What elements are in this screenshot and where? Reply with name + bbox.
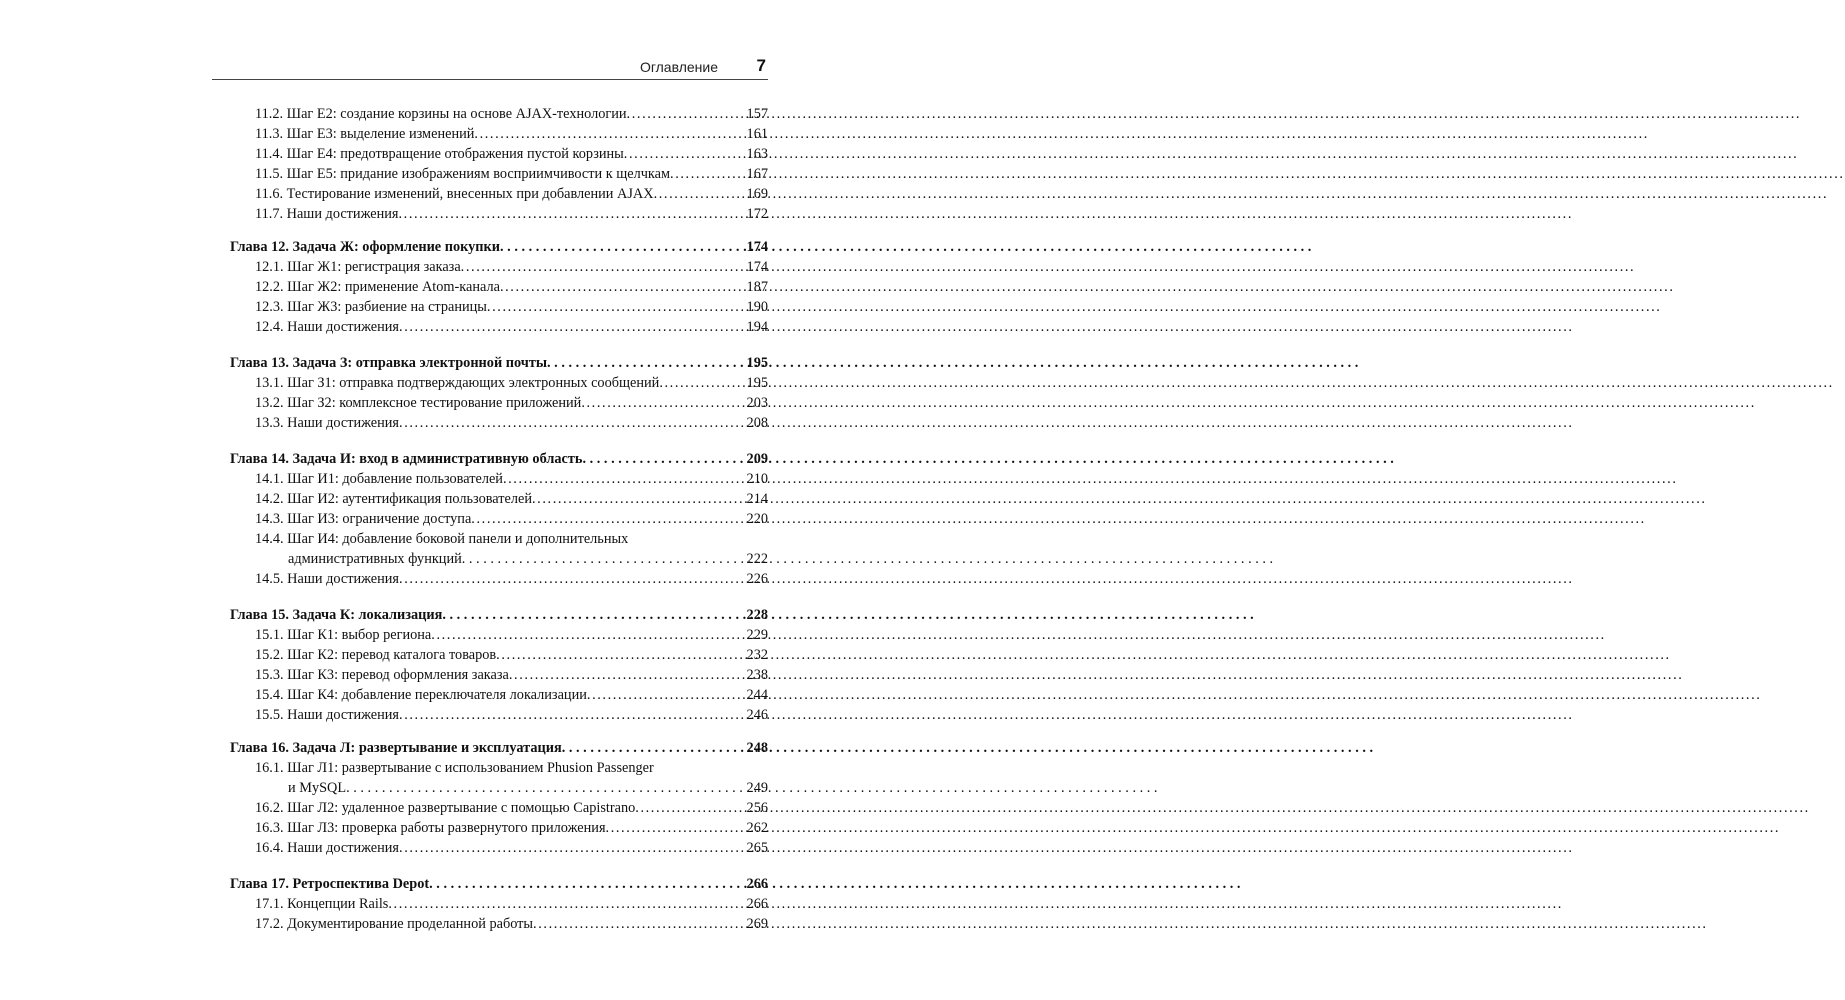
entry-number: 14.4. bbox=[255, 531, 288, 547]
entry-number: 13.1. bbox=[255, 375, 288, 391]
entry-title: Наши достижения bbox=[287, 840, 400, 856]
dot-leader bbox=[399, 413, 745, 433]
toc-entry-11-3 bbox=[230, 124, 768, 144]
chapter-page: 228 bbox=[746, 607, 768, 623]
toc-entry-12-2 bbox=[230, 277, 768, 297]
entry-page: 203 bbox=[746, 395, 768, 411]
entry-number: 12.2. bbox=[255, 279, 288, 295]
entry-number: 16.4. bbox=[255, 840, 288, 856]
entry-number: 11.2. bbox=[255, 106, 287, 122]
entry-page: 195 bbox=[746, 375, 768, 391]
entry-title-continued: и MySQL bbox=[288, 780, 347, 796]
entry-number: 12.3. bbox=[255, 299, 288, 315]
entry-title: Концепции Rails bbox=[287, 896, 389, 912]
entry-title: Тестирование изменений, внесенных при добавлении AJAX bbox=[286, 186, 654, 202]
chapter-title: Глава 15. Задача К: локализация bbox=[230, 607, 443, 623]
entry-title: Шаг Е5: придание изображениям восприимчивости к щелчкам bbox=[286, 166, 671, 182]
toc-entry-12-4 bbox=[230, 317, 768, 337]
dot-leader bbox=[399, 317, 745, 337]
entry-title: Шаг Л2: удаленное развертывание с помощью Capistrano bbox=[287, 800, 636, 816]
entry-number: 15.1. bbox=[255, 627, 288, 643]
dot-leader bbox=[533, 914, 745, 934]
entry-number: 15.2. bbox=[255, 647, 288, 663]
toc-entry-14-2 bbox=[230, 489, 768, 509]
entry-page: 214 bbox=[746, 491, 768, 507]
entry-page: 169 bbox=[746, 186, 768, 202]
toc-chapter-12 bbox=[230, 237, 768, 257]
dot-leader bbox=[442, 605, 744, 625]
entry-number: 11.5. bbox=[255, 166, 287, 182]
dot-leader bbox=[398, 204, 744, 224]
dot-leader bbox=[503, 469, 745, 489]
running-header-title: Оглавление bbox=[639, 59, 718, 75]
entry-number: 11.3. bbox=[255, 126, 287, 142]
dot-leader bbox=[581, 393, 744, 413]
toc-entry-15-5 bbox=[230, 705, 768, 725]
dot-leader bbox=[399, 705, 745, 725]
dot-leader bbox=[487, 297, 745, 317]
entry-page: 265 bbox=[746, 840, 768, 856]
toc-entry-13-2 bbox=[230, 393, 768, 413]
toc-entry-16-1 bbox=[230, 758, 768, 798]
dot-leader bbox=[547, 353, 745, 373]
entry-page: 226 bbox=[746, 571, 768, 587]
entry-number: 13.2. bbox=[255, 395, 288, 411]
toc-entry-12-3 bbox=[230, 297, 768, 317]
entry-title: Шаг Л1: развертывание с использованием Phusion Passenger bbox=[287, 760, 654, 776]
toc-entry-15-3 bbox=[230, 665, 768, 685]
entry-title: Шаг К3: перевод оформления заказа bbox=[287, 667, 509, 683]
entry-page: 266 bbox=[746, 896, 768, 912]
dot-leader bbox=[606, 818, 745, 838]
entry-page: 269 bbox=[746, 916, 768, 932]
entry-number: 16.3. bbox=[255, 820, 288, 836]
toc-chapter-17 bbox=[230, 874, 768, 894]
entry-title: Шаг И1: добавление пользователей bbox=[287, 471, 503, 487]
entry-number: 15.4. bbox=[255, 687, 288, 703]
entry-title: Наши достижения bbox=[287, 415, 400, 431]
entry-title: Шаг И4: добавление боковой панели и дополнительных bbox=[287, 531, 629, 547]
dot-leader bbox=[624, 144, 745, 164]
dot-leader bbox=[562, 738, 745, 758]
entry-page: 232 bbox=[746, 647, 768, 663]
toc-entry-11-6 bbox=[230, 184, 768, 204]
entry-page: 210 bbox=[746, 471, 768, 487]
dot-leader bbox=[461, 257, 745, 277]
entry-number: 14.5. bbox=[255, 571, 288, 587]
toc-entry-13-1 bbox=[230, 373, 768, 393]
dot-leader bbox=[431, 625, 744, 645]
chapter-page: 174 bbox=[746, 239, 768, 255]
toc-entry-13-3 bbox=[230, 413, 768, 433]
entry-title: Шаг Ж3: разбиение на страницы bbox=[287, 299, 487, 315]
entry-number: 12.4. bbox=[255, 319, 288, 335]
dot-leader bbox=[500, 277, 745, 297]
entry-page: 163 bbox=[746, 146, 768, 162]
dot-leader bbox=[532, 489, 745, 509]
chapter-page: 266 bbox=[746, 876, 768, 892]
dot-leader bbox=[509, 665, 745, 685]
entry-number: 15.5. bbox=[255, 707, 288, 723]
entry-title: Шаг Ж2: применение Atom-канала bbox=[287, 279, 500, 295]
dot-leader bbox=[399, 569, 745, 589]
entry-number: 11.7. bbox=[255, 206, 287, 222]
dot-leader bbox=[346, 778, 744, 798]
entry-number: 11.4. bbox=[255, 146, 287, 162]
entry-title: Шаг Е3: выделение изменений bbox=[286, 126, 475, 142]
dot-leader bbox=[388, 894, 744, 914]
dot-leader bbox=[670, 164, 745, 184]
entry-title: Шаг Ж1: регистрация заказа bbox=[287, 259, 461, 275]
entry-page: 229 bbox=[746, 627, 768, 643]
dot-leader bbox=[429, 874, 744, 894]
entry-page: 194 bbox=[746, 319, 768, 335]
chapter-title: Глава 12. Задача Ж: оформление покупки bbox=[230, 239, 501, 255]
entry-number: 11.6. bbox=[255, 186, 287, 202]
toc-chapter-16 bbox=[230, 738, 768, 758]
chapter-page: 248 bbox=[746, 740, 768, 756]
dot-leader bbox=[399, 838, 745, 858]
entry-number: 17.1. bbox=[255, 896, 288, 912]
entry-number: 13.3. bbox=[255, 415, 288, 431]
toc-entry-11-4 bbox=[230, 144, 768, 164]
entry-title: Наши достижения bbox=[287, 319, 400, 335]
entry-number: 12.1. bbox=[255, 259, 288, 275]
entry-number: 14.3. bbox=[255, 511, 288, 527]
entry-title: Шаг К1: выбор региона bbox=[287, 627, 432, 643]
entry-title: Шаг К4: добавление переключателя локализации bbox=[287, 687, 587, 703]
entry-page: 190 bbox=[746, 299, 768, 315]
entry-page: 256 bbox=[746, 800, 768, 816]
dot-leader bbox=[500, 237, 745, 257]
entry-number: 17.2. bbox=[255, 916, 288, 932]
dot-leader bbox=[471, 509, 744, 529]
entry-number: 16.2. bbox=[255, 800, 288, 816]
dot-leader bbox=[635, 798, 744, 818]
entry-page: 249 bbox=[746, 780, 768, 796]
entry-number: 15.3. bbox=[255, 667, 288, 683]
entry-page: 208 bbox=[746, 415, 768, 431]
page-number: 7 bbox=[756, 56, 766, 75]
entry-title: Наши достижения bbox=[287, 571, 400, 587]
entry-title: Документирование проделанной работы bbox=[287, 916, 534, 932]
entry-title: Наши достижения bbox=[286, 206, 399, 222]
toc-entry-17-1 bbox=[230, 894, 768, 914]
entry-page: 246 bbox=[746, 707, 768, 723]
entry-page: 187 bbox=[746, 279, 768, 295]
toc-entry-15-1 bbox=[230, 625, 768, 645]
entry-title: Шаг Л3: проверка работы развернутого приложения bbox=[287, 820, 606, 836]
entry-title: Шаг Е4: предотвращение отображения пустой корзины bbox=[286, 146, 624, 162]
entry-title: Шаг И3: ограничение доступа bbox=[287, 511, 472, 527]
chapter-title: Глава 14. Задача И: вход в административную область bbox=[230, 451, 583, 467]
entry-title: Шаг З2: комплексное тестирование приложений bbox=[287, 395, 582, 411]
entry-page: 222 bbox=[746, 551, 768, 567]
toc-entry-16-2 bbox=[230, 798, 768, 818]
entry-title: Шаг К2: перевод каталога товаров bbox=[287, 647, 497, 663]
entry-title: Шаг З1: отправка подтверждающих электронных сообщений bbox=[287, 375, 660, 391]
entry-page: 244 bbox=[746, 687, 768, 703]
dot-leader bbox=[654, 184, 745, 204]
entry-page: 238 bbox=[746, 667, 768, 683]
toc-entry-17-2 bbox=[230, 914, 768, 934]
toc-entry-14-4 bbox=[230, 529, 768, 569]
chapter-page: 209 bbox=[746, 451, 768, 467]
toc-entry-11-5 bbox=[230, 164, 768, 184]
entry-page: 172 bbox=[746, 206, 768, 222]
dot-leader bbox=[462, 549, 745, 569]
entry-page: 262 bbox=[746, 820, 768, 836]
entry-title: Наши достижения bbox=[287, 707, 400, 723]
entry-number: 14.1. bbox=[255, 471, 288, 487]
toc-entry-15-4 bbox=[230, 685, 768, 705]
entry-title: Шаг И2: аутентификация пользователей bbox=[287, 491, 532, 507]
toc-chapter-14 bbox=[230, 449, 768, 469]
toc-entry-11-7 bbox=[230, 204, 768, 224]
dot-leader bbox=[474, 124, 744, 144]
dot-leader bbox=[627, 104, 745, 124]
chapter-title: Глава 16. Задача Л: развертывание и эксплуатация bbox=[230, 740, 562, 756]
toc-entry-15-2 bbox=[230, 645, 768, 665]
chapter-title: Глава 17. Ретроспектива Depot bbox=[230, 876, 430, 892]
entry-page: 167 bbox=[746, 166, 768, 182]
entry-title: Шаг Е2: создание корзины на основе AJAX-технологии bbox=[286, 106, 627, 122]
dot-leader bbox=[587, 685, 745, 705]
dot-leader bbox=[659, 373, 744, 393]
entry-page: 220 bbox=[746, 511, 768, 527]
toc-entry-16-4 bbox=[230, 838, 768, 858]
entry-page: 157 bbox=[746, 106, 768, 122]
toc-entry-14-3 bbox=[230, 509, 768, 529]
toc-entry-11-2 bbox=[230, 104, 768, 124]
entry-number: 16.1. bbox=[255, 760, 288, 776]
chapter-page: 195 bbox=[746, 355, 768, 371]
toc-entry-14-1 bbox=[230, 469, 768, 489]
toc-entry-12-1 bbox=[230, 257, 768, 277]
entry-page: 174 bbox=[746, 259, 768, 275]
toc-chapter-15 bbox=[230, 605, 768, 625]
dot-leader bbox=[496, 645, 744, 665]
dot-leader bbox=[582, 449, 744, 469]
chapter-title: Глава 13. Задача З: отправка электронной почты bbox=[230, 355, 548, 371]
toc-entry-14-5 bbox=[230, 569, 768, 589]
entry-page: 161 bbox=[746, 126, 768, 142]
entry-title-continued: административных функций bbox=[288, 551, 462, 567]
toc-chapter-13 bbox=[230, 353, 768, 373]
running-header bbox=[212, 57, 768, 80]
table-of-contents bbox=[230, 104, 768, 934]
entry-number: 14.2. bbox=[255, 491, 288, 507]
toc-entry-16-3 bbox=[230, 818, 768, 838]
